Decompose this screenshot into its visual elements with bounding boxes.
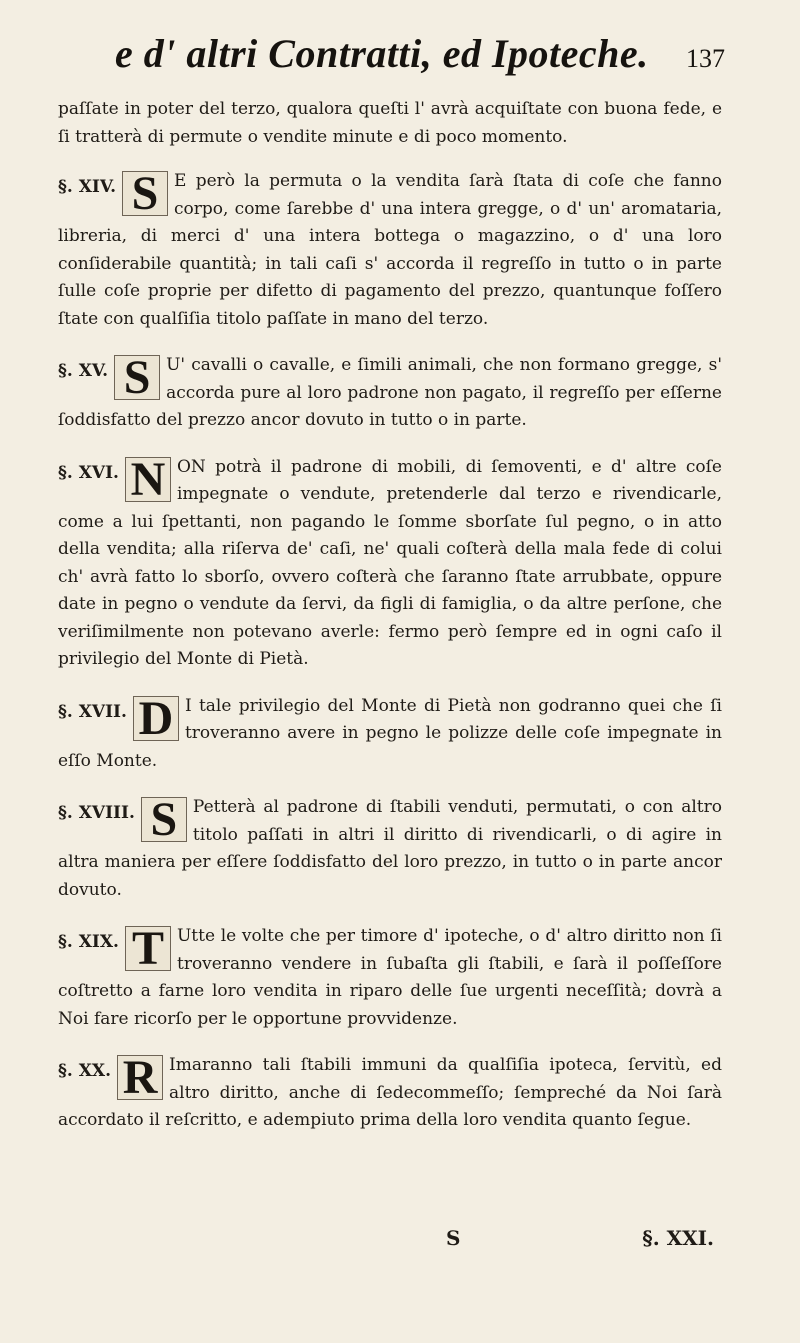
decorated-initial: S [114,355,160,400]
section-text: Imaranno tali ſtabili immuni da qualſiſia ipoteca, ſervitù, ed altro diritto, anche di ſedecommeſſo; ſempreché da Noi ſarà accordato il reſcritto, e adempiuto prima della loro vendita quanto ſegue. [58,1055,722,1130]
opening-paragraph: paſſate in poter del terzo, qualora queſti l' avrà acquiſtate con buona fede, e ſi tratterà di permute o vendite minute e di poco momento. [58,99,722,147]
section-text: I tale privilegio del Monte di Pietà non godranno quei che ſi troveranno avere in pegno le polizze delle coſe impegnate in eſſo Monte. [58,695,722,771]
section-mark: §. XIV. [58,177,117,197]
decorated-initial: S [122,171,168,216]
main-text [58,96,722,1154]
section-text: Petterà al padrone di ſtabili venduti, permutati, o con altro titolo paſſati in altri il diritto di rivendicarli, o di agire in altra maniera per eſſere ſoddisfatto del loro prezzo, in tutto o in parte ancor dovuto. [58,797,722,900]
running-title: e d' altri Contratti, ed Ipoteche. [115,31,649,76]
section-18 [58,794,722,904]
section-mark: §. XV. [58,361,109,381]
decorated-initial: S [141,797,187,842]
section-text: ON potrà il padrone di mobili, di ſemoventi, e d' altre coſe impegnate o vendute, pretenderle dal terzo e rivendicarle, come a lui ſpettanti, non pagando le ſomme sborſate ſul pegno, o in atto della vendita; alla riſerva de' caſi, ne' quali coſterà della mala fede di colui ch' avrà fatto lo sborſo, ovvero coſterà che ſaranno ſtate arrubbate, oppure date in pegno o vendute da ſervi, da figli di famiglia, o da altre perſone, che veriſimilmente non potevano averle: fermo però ſempre ed in ogni caſo il privilegio del Monte di Pietà. [58,456,722,669]
section-17 [58,693,722,776]
decorated-initial: R [117,1055,163,1100]
section-text: U' cavalli o cavalle, e ſimili animali, che non formano gregge, s' accorda pure al loro padrone non pagato, il regreſſo per eſſerne ſoddisfatto del prezzo ancor dovuto in tutto o in parte. [58,355,722,430]
section-mark: §. XVIII. [58,803,135,823]
section-text: Utte le volte che per timore d' ipoteche, o d' altro diritto non ſi troveranno vendere in ſubaſta gli ſtabili, e ſarà il poſſeſſore coſtretto a farne loro vendita in riparo delle ſue urgenti neceſſità; dovrà a Noi fare ricorſo per le opportune provvidenze. [58,926,722,1029]
decorated-initial: N [125,457,171,502]
decorated-initial: T [125,926,171,971]
section-mark: §. XIX. [58,932,119,952]
section-text: E però la permuta o la vendita ſarà ſtata di coſe che fanno corpo, come ſarebbe d' una intera gregge, o d' un' aromataria, libreria, di merci d' una intera bottega o magazzino, o d' una loro conſiderabile quantità; in tali caſi s' accorda il regreſſo in tutto o in parte ſulle coſe proprie per difetto di pagamento del prezzo, quantunque foſſero ſtate con qualſiſia titolo paſſate in mano del terzo. [58,171,722,329]
section-19 [58,923,722,1033]
signature-mark: S [446,1226,461,1250]
catchword: §. XXI. [642,1226,714,1250]
section-16 [58,454,722,674]
section-15 [58,352,722,435]
section-14 [58,168,722,333]
section-mark: §. XVII. [58,701,127,722]
page-number: 137 [686,44,725,73]
page-header [115,30,725,92]
section-mark: §. XVI. [58,462,119,483]
section-mark: §. XX. [58,1061,112,1081]
page-footer [58,1226,722,1260]
section-20 [58,1052,722,1135]
decorated-initial: D [133,696,179,741]
